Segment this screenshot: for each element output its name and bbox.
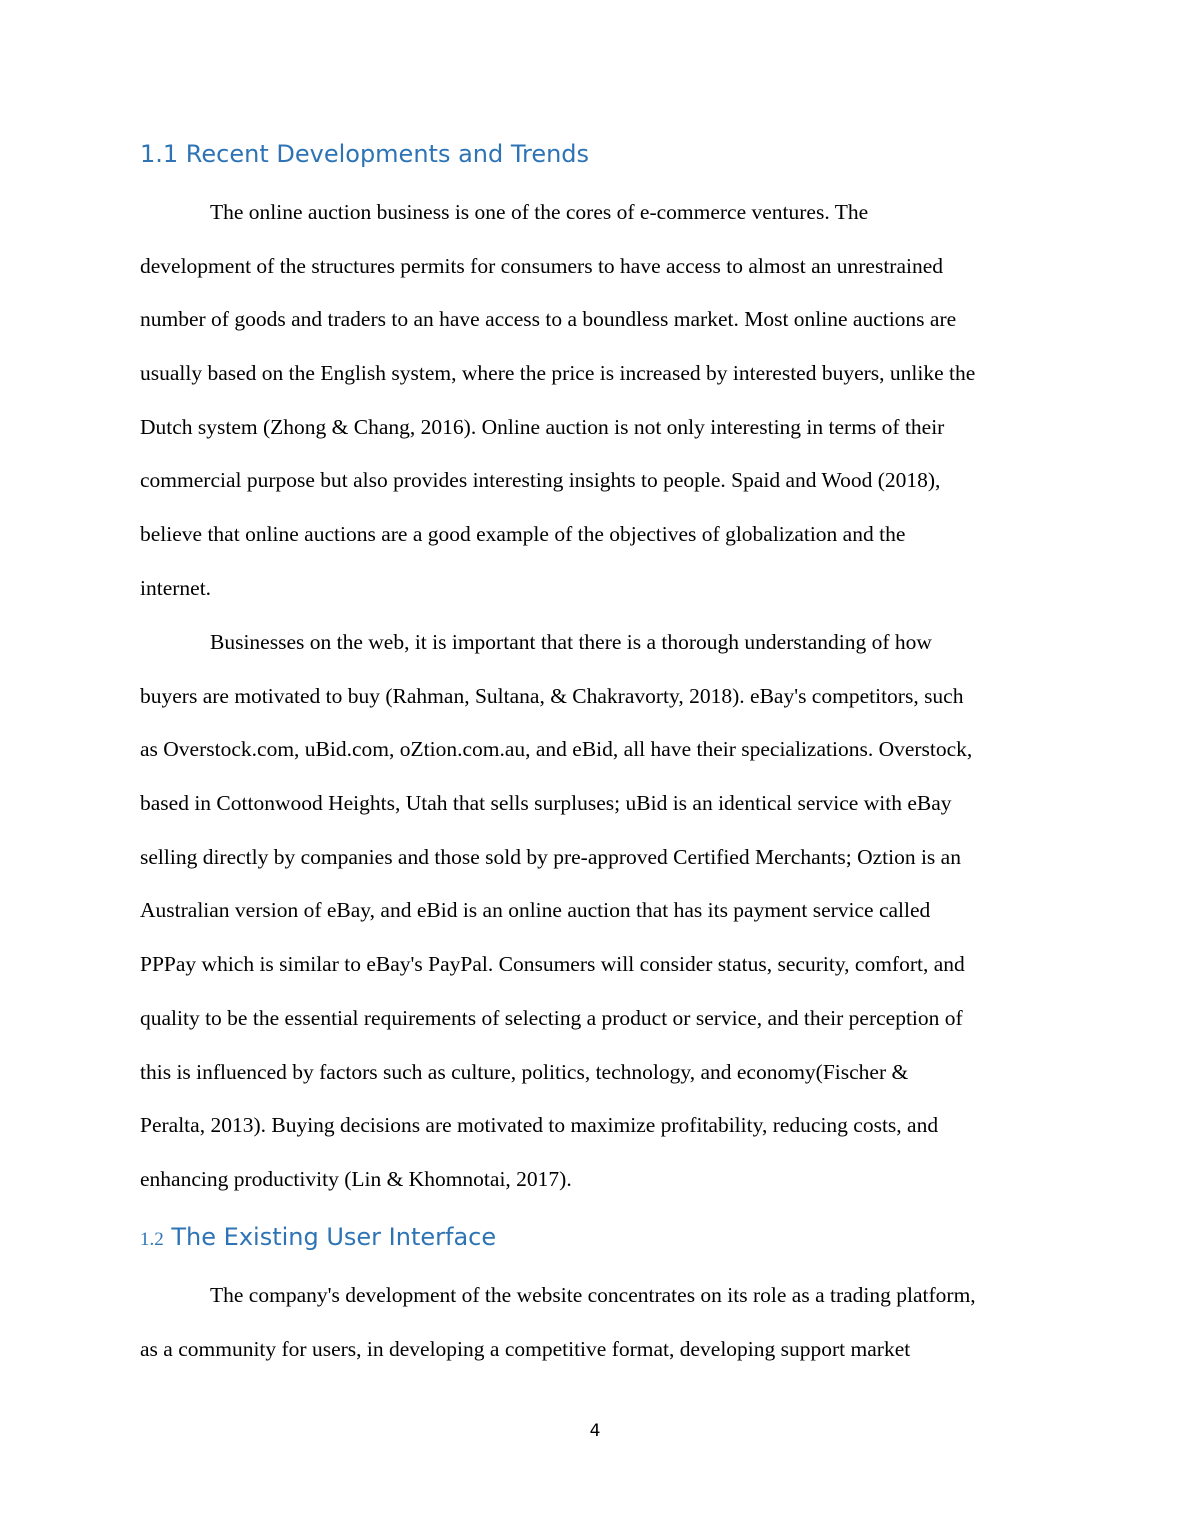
paragraph-line: as a community for users, in developing a competitive format, developing support market bbox=[140, 1336, 911, 1361]
paragraph-line: selling directly by companies and those sold by pre-approved Certified Merchants; Oztion is an bbox=[140, 844, 961, 869]
paragraph-line: Dutch system (Zhong & Chang, 2016). Online auction is not only interesting in terms of their bbox=[140, 414, 945, 439]
section-heading-title: The Existing User Interface bbox=[171, 1223, 497, 1251]
section-heading-1-2 bbox=[140, 1222, 496, 1255]
paragraph-line: commercial purpose but also provides interesting insights to people. Spaid and Wood (2018), bbox=[140, 468, 941, 493]
page-number: 4 bbox=[589, 1421, 601, 1441]
paragraph-line: development of the structures permits for consumers to have access to almost an unrestrained bbox=[140, 253, 944, 278]
paragraph-line: based in Cottonwood Heights, Utah that sells surpluses; uBid is an identical service with eBay bbox=[140, 791, 952, 816]
paragraph-line: Australian version of eBay, and eBid is an online auction that has its payment service called bbox=[140, 898, 931, 923]
paragraph-line: Peralta, 2013). Buying decisions are motivated to maximize profitability, reducing costs, and bbox=[140, 1113, 939, 1138]
paragraph-line: this is influenced by factors such as culture, politics, technology, and economy(Fischer & bbox=[140, 1059, 909, 1084]
paragraph-line: PPPay which is similar to eBay's PayPal. Consumers will consider status, security, comfort, and bbox=[140, 952, 965, 977]
paragraph-line: The company's development of the website concentrates on its role as a trading platform, bbox=[210, 1283, 976, 1307]
paragraph-line: enhancing productivity (Lin & Khomnotai, 2017). bbox=[140, 1166, 572, 1191]
paragraph-line: Businesses on the web, it is important that there is a thorough understanding of how bbox=[210, 630, 932, 654]
section-1-paragraph-2 bbox=[140, 616, 1055, 1207]
paragraph-line: number of goods and traders to an have access to a boundless market. Most online auctions are bbox=[140, 307, 957, 332]
section-heading-1-1: 1.1 Recent Developments and Trends bbox=[140, 140, 590, 168]
paragraph-line: buyers are motivated to buy (Rahman, Sultana, & Chakravorty, 2018). eBay's competitors, such bbox=[140, 683, 964, 708]
paragraph-line: usually based on the English system, where the price is increased by interested buyers, unlike the bbox=[140, 361, 976, 386]
paragraph-line: as Overstock.com, uBid.com, oZtion.com.au, and eBid, all have their specializations. Overstock, bbox=[140, 737, 973, 762]
paragraph-line: believe that online auctions are a good example of the objectives of globalization and the bbox=[140, 522, 906, 547]
paragraph-line: quality to be the essential requirements of selecting a product or service, and their perception of bbox=[140, 1005, 963, 1030]
section-1-paragraph-1 bbox=[140, 186, 1055, 616]
section-heading-number: 1.2 bbox=[140, 1229, 164, 1250]
section-2-paragraph-1 bbox=[140, 1269, 1055, 1376]
paragraph-line: internet. bbox=[140, 575, 212, 600]
paragraph-line: The online auction business is one of the cores of e-commerce ventures. The bbox=[210, 200, 869, 224]
